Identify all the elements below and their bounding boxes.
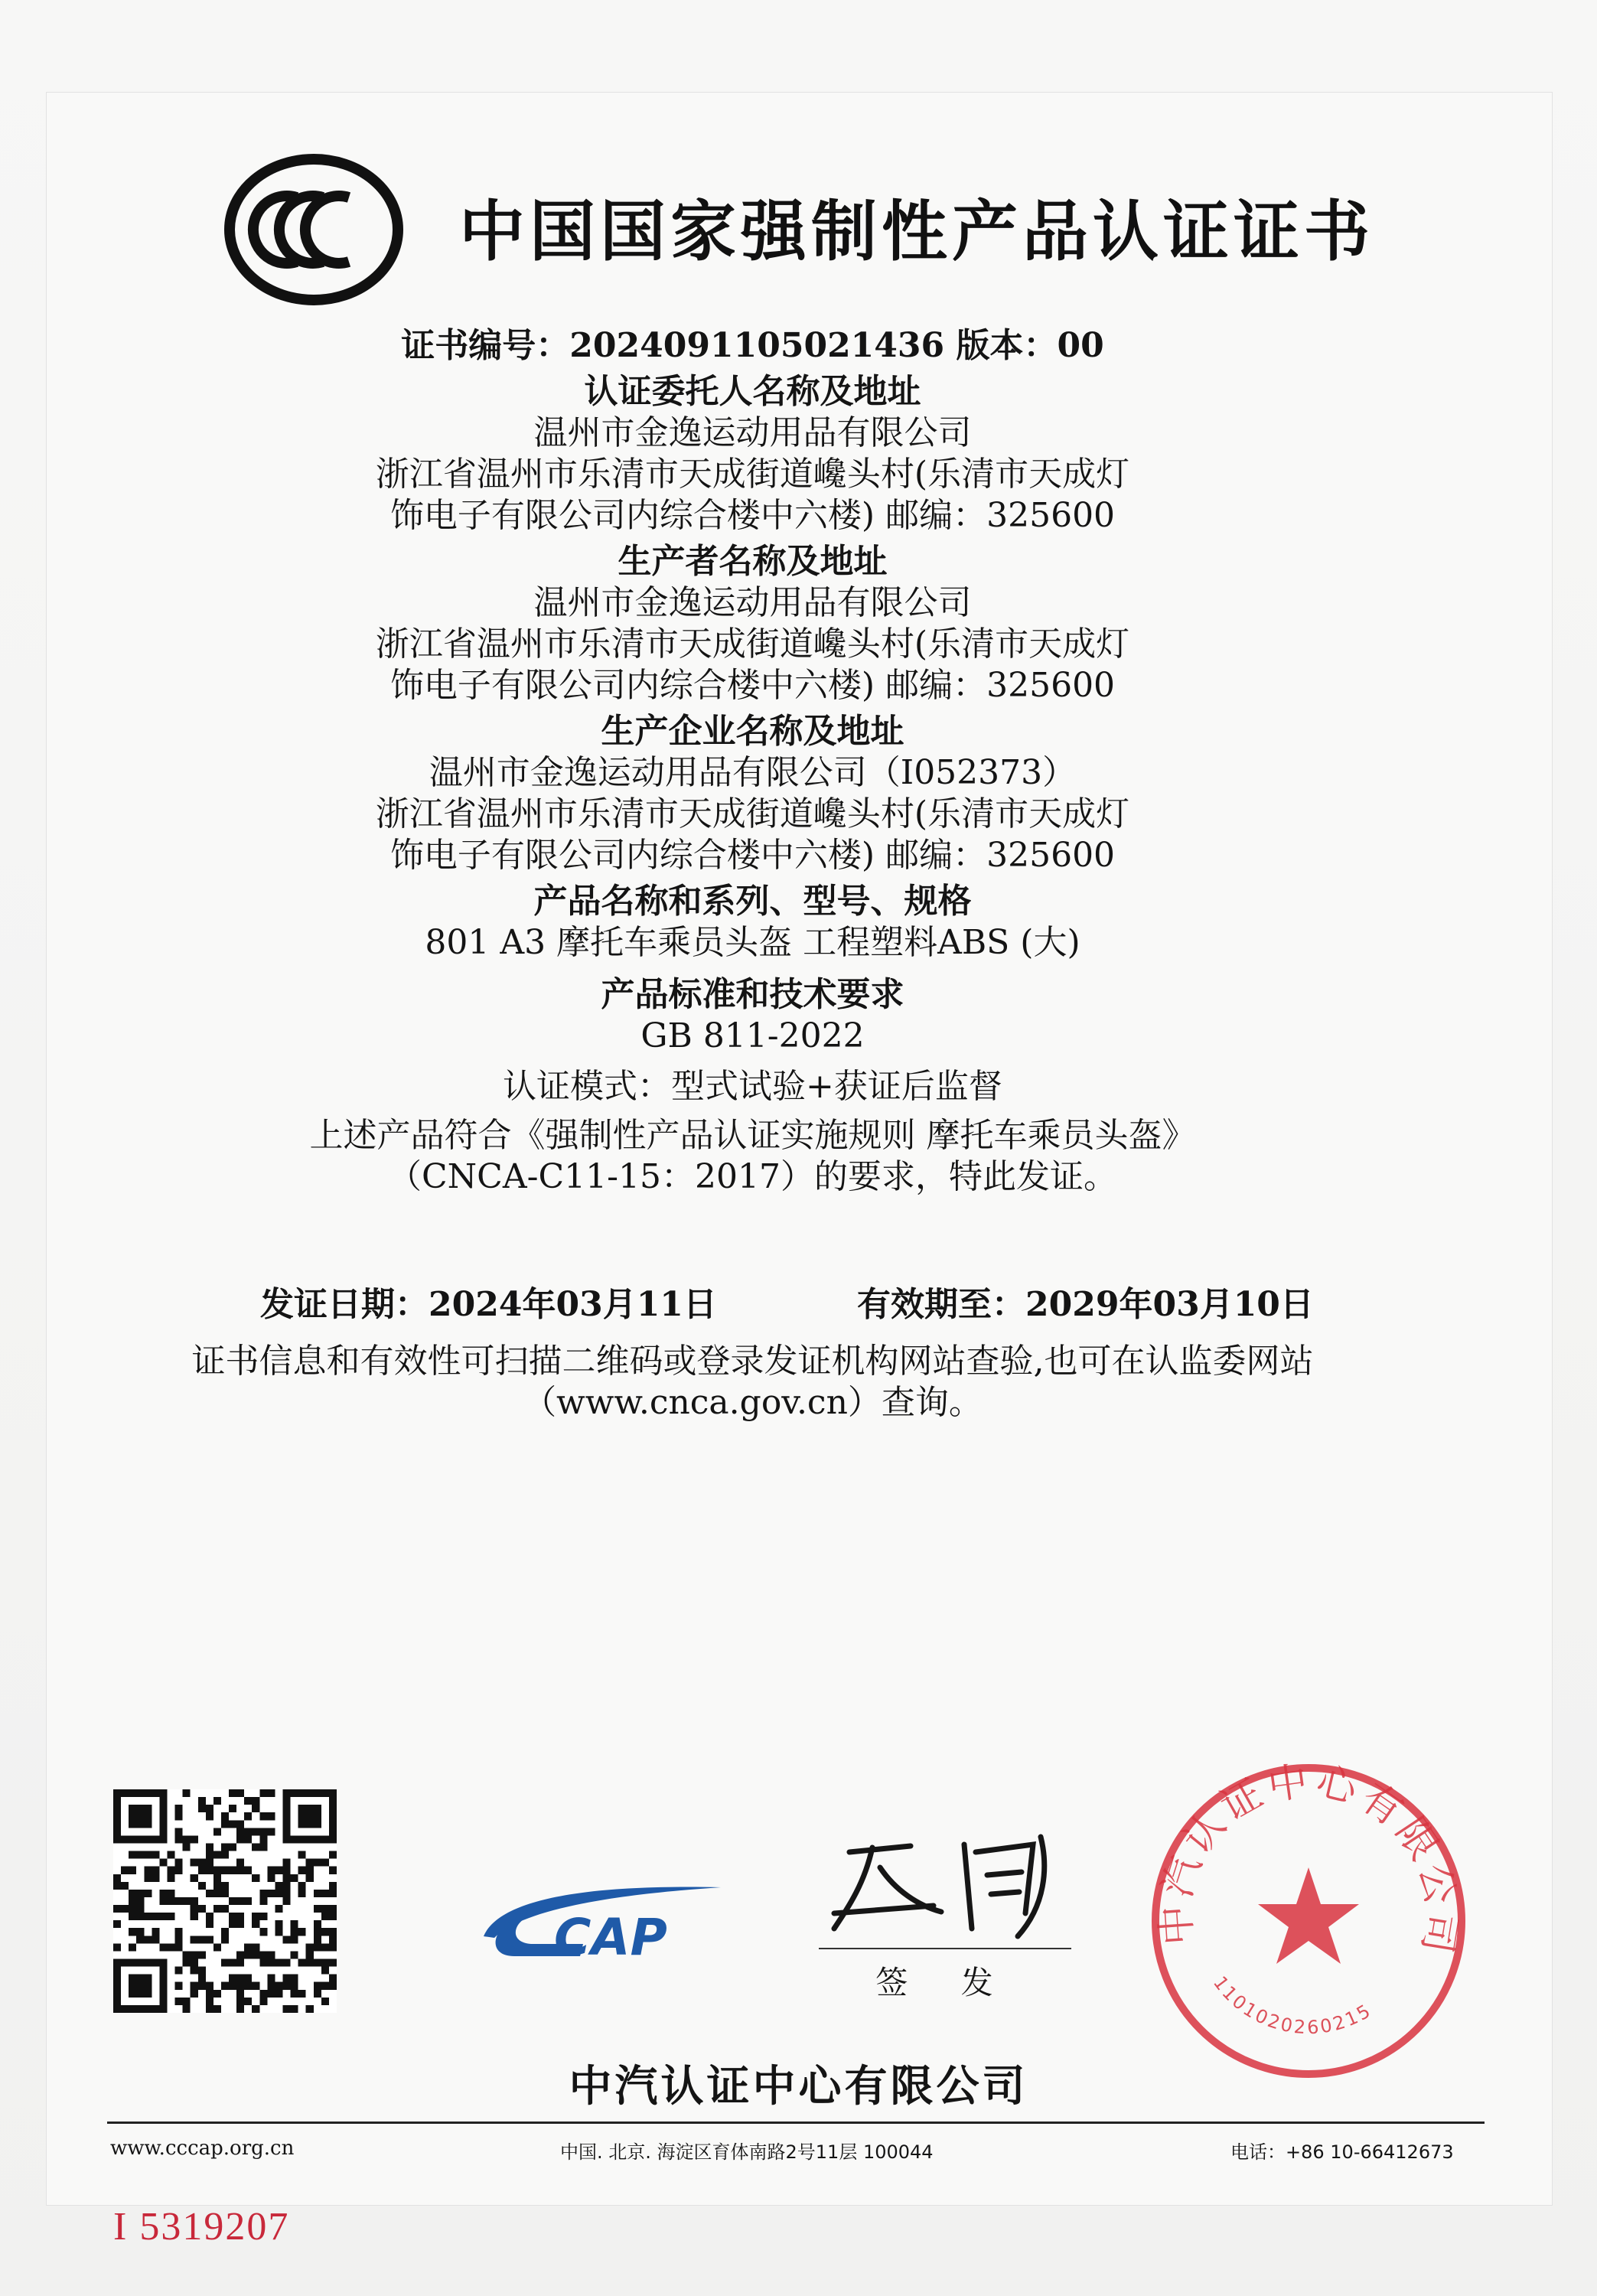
- cap-logo-text: CAP: [554, 1908, 667, 1967]
- verification-line-2: （www.cnca.gov.cn）查询。: [523, 1383, 983, 1422]
- signature-label: 签 发: [875, 1964, 1015, 2001]
- certificate-body: [122, 325, 1475, 1198]
- standard-heading: 产品标准和技术要求: [601, 975, 904, 1014]
- verification-note: [122, 1341, 1475, 1424]
- manufacturer-heading: 生产者名称及地址: [618, 542, 888, 581]
- product-value: 801 A3 摩托车乘员头盔 工程塑料ABS (大): [425, 923, 1080, 962]
- certificate-number: 证书编号：2024091105021436 版本：00: [401, 326, 1104, 365]
- signature-rule: [819, 1948, 1071, 1949]
- seal-code: 1101020260215: [1208, 1971, 1376, 2039]
- issuer-name: 中汽认证中心有限公司: [569, 2062, 1028, 2112]
- qr-code-icon[interactable]: [113, 1789, 337, 2013]
- valid-until-date: 有效期至：2029年03月10日: [857, 1285, 1314, 1324]
- issuer-phone: 电话：+86 10-66412673: [1230, 2141, 1454, 2163]
- certification-mode: 认证模式：型式试验+获证后监督: [503, 1067, 1002, 1106]
- svg-text:1101020260215: [1209, 1972, 1376, 2039]
- certificate-title: 中国国家强制性产品认证证书: [459, 194, 1374, 270]
- verification-line-1: 证书信息和有效性可扫描二维码或登录发证机构网站查验,也可在认监委网站: [191, 1342, 1314, 1381]
- footer-rule: [107, 2122, 1485, 2124]
- seal-text: 中汽认证中心有限公司: [1152, 1757, 1465, 1962]
- serial-number: I 5319207: [113, 2205, 290, 2249]
- ccc-logo-icon: [222, 153, 406, 306]
- manufacturer-address-1: 浙江省温州市乐清市天成街道巉头村(乐清市天成灯: [375, 625, 1130, 664]
- factory-address-2: 饰电子有限公司内综合楼中六楼) 邮编：325600: [389, 836, 1116, 875]
- certificate-dates: [260, 1277, 1408, 1322]
- certificate-header: [222, 153, 1385, 306]
- certificate-footer: [107, 2137, 1485, 2167]
- product-heading: 产品名称和系列、型号、规格: [533, 882, 972, 921]
- manufacturer-address-2: 饰电子有限公司内综合楼中六楼) 邮编：325600: [389, 666, 1116, 705]
- applicant-heading: 认证委托人名称及地址: [584, 372, 921, 411]
- standard-value: GB 811-2022: [640, 1016, 865, 1055]
- conformity-line-1: 上述产品符合《强制性产品认证实施规则 摩托车乘员头盔》: [309, 1116, 1196, 1155]
- conformity-line-2: （CNCA-C11-15：2017）的要求，特此发证。: [388, 1157, 1117, 1196]
- factory-heading: 生产企业名称及地址: [601, 712, 904, 751]
- issuer-address: 中国. 北京. 海淀区育体南路2号11层 100044: [560, 2141, 934, 2163]
- official-seal-icon: [1140, 1753, 1477, 2089]
- manufacturer-name: 温州市金逸运动用品有限公司: [533, 583, 972, 622]
- signature-icon: [819, 1821, 1071, 1944]
- applicant-address-2: 饰电子有限公司内综合楼中六楼) 邮编：325600: [389, 496, 1116, 535]
- issue-date: 发证日期：2024年03月11日: [260, 1285, 717, 1324]
- cap-logo-icon: [468, 1877, 728, 1968]
- issuer-website[interactable]: www.cccap.org.cn: [110, 2137, 295, 2160]
- factory-address-1: 浙江省温州市乐清市天成街道巉头村(乐清市天成灯: [375, 794, 1130, 833]
- factory-name: 温州市金逸运动用品有限公司（I052373）: [429, 753, 1077, 792]
- applicant-address-1: 浙江省温州市乐清市天成街道巉头村(乐清市天成灯: [375, 455, 1130, 494]
- applicant-name: 温州市金逸运动用品有限公司: [533, 413, 972, 452]
